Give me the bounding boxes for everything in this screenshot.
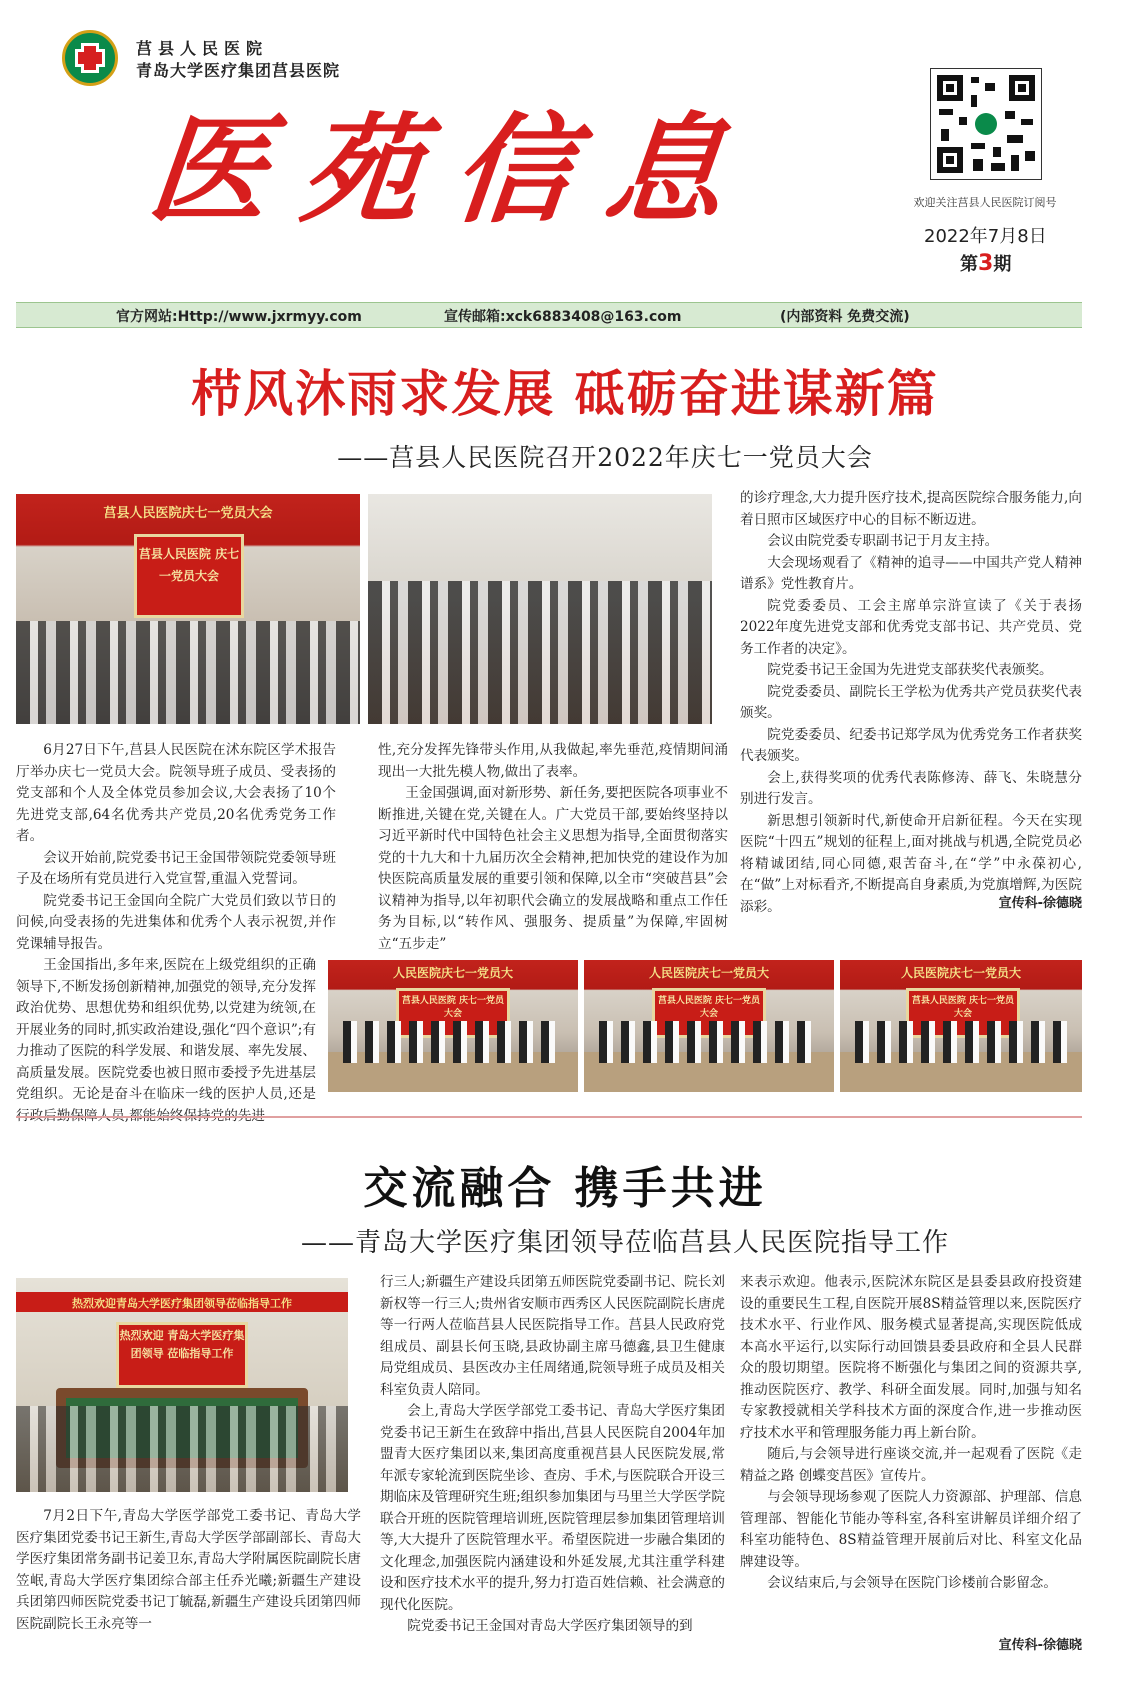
info-bar	[16, 302, 1082, 328]
article1-photo-award-1: 人民医院庆七一党员大 莒县人民医院 庆七一党员大会	[328, 960, 578, 1092]
article1-subtitle: ——莒县人民医院召开2022年庆七一党员大会	[337, 443, 873, 472]
qr-caption: 欢迎关注莒县人民医院订阅号	[913, 196, 1057, 209]
article2-title: 交流融合 携手共进	[363, 1163, 767, 1214]
article2-signature: 宣传科-徐德晓	[998, 1638, 1082, 1653]
article1-column-3: 的诊疗理念,大力提升医疗技术,提高医院综合服务能力,向着日照市区域医疗中心的目标不断迈进。 会议由院党委专职副书记于月友主持。 大会现场观看了《精神的追寻——中国共产党人精神谱系》党性教育片。 院党委委员、工会主席单宗浒宣读了《关于表扬2022年度先进党支部和优秀党支部书记、共产党员、党务工作者的决定》。 院党委书记王金国为先进党支部获奖代表颁奖。 院党委委员、副院长王学松为优秀共产党员获奖代表颁奖。 院党委委员、纪委书记郑学凤为优秀党务工作者获奖代表颁奖。 会上,获得奖项的优秀代表陈修涛、薛飞、朱晓慧分别进行发言。 新思想引领新时代,新使命开启新征程。今天在实现医院“十四五”规划的征程上,面对挑战与机遇,全院党员必将精诚团结,同心同德,艰苦奋斗,在“学”中永葆初心,在“做”上对标看齐,不断提高自身素质,为党旗增辉,为医院添彩。	[740, 490, 1082, 915]
section-divider	[16, 1116, 1082, 1118]
article1-title: 栉风沐雨求发展 砥砺奋进谋新篇	[191, 365, 939, 423]
hospital-logo-icon	[62, 30, 118, 86]
qr-code-icon	[930, 68, 1042, 180]
article1-photo-award-2: 人民医院庆七一党员大 莒县人民医院 庆七一党员大会	[584, 960, 834, 1092]
article1-photo-award-3: 人民医院庆七一党员大 莒县人民医院 庆七一党员大会	[840, 960, 1082, 1092]
issue-number: 第3期	[960, 251, 1012, 276]
article1-photo-hall: 莒县人民医院庆七一党员大会 莒县人民医院 庆七一党员大会	[16, 494, 360, 724]
article1-photo-oath	[368, 494, 712, 724]
article2-column-2: 行三人;新疆生产建设兵团第五师医院党委副书记、院长刘新权等一行三人;贵州省安顺市西秀区人民医院副院长唐虎等一行两人莅临莒县人民医院指导工作。莒县人民政府党组成员、副县长何玉晓,县政协副主席马德鑫,县卫生健康局党组成员、县医改办主任周绪通,院领导班子成员及相关科室负责人陪同。 会上,青岛大学医学部党工委书记、青岛大学医疗集团党委书记王新生在致辞中指出,莒县人民医院自2004年加盟青大医疗集团以来,集团高度重视莒县人民医院发展,常年派专家轮流到医院坐诊、查房、手术,与医院联合开设三期临床及管理研究生班;组织参加集团与马里兰大学医学院联合开班的医院管理培训班,医院管理层参加集团管理培训等,大大提升了医院管理水平。希望医院进一步融合集团的文化理念,加强医院内涵建设和外延发展,尤其注重学科建设和医疗技术水平的提升,努力打造百姓信赖、社会满意的现代化医院。 院党委书记王金国对青岛大学医疗集团领导的到	[380, 1274, 725, 1634]
article2-column-3: 来表示欢迎。他表示,医院沭东院区是县委县政府投资建设的重要民生工程,自医院开展8S精益管理以来,医院医疗技术水平、行业作风、服务模式显著提高,实现医院低成本高水平运行,以实际行动回馈县委县政府和全县人民群众的殷切期望。医院将不断强化与集团之间的资源共享,推动医院医疗、教学、科研全面发展。同时,加强与知名专家教授就相关学科技术方面的深度合作,进一步推动医疗技术水平和管理服务能力再上新台阶。 随后,与会领导进行座谈交流,并一起观看了医院《走精益之路 创蝶变莒医》宣传片。 与会领导现场参观了医院人力资源部、护理部、信息管理部、智能化节能办等科室,各科室讲解员详细介绍了科室功能特色、8S精益管理开展前后对比、科室文化品牌建设等。 会议结束后,与会领导在医院门诊楼前合影留念。	[740, 1274, 1082, 1591]
article2-photo-meeting: 热烈欢迎青岛大学医疗集团领导莅临指导工作 热烈欢迎 青岛大学医疗集团领导 莅临指导工作	[16, 1278, 348, 1492]
hospital-alt-name: 青岛大学医疗集团莒县医院	[136, 61, 341, 80]
article2-column-1: 7月2日下午,青岛大学医学部党工委书记、青岛大学医疗集团党委书记王新生,青岛大学医学部副部长、青岛大学医疗集团常务副书记姜卫东,青岛大学附属医院副院长唐笠岷,青岛大学医疗集团综合部主任乔光曦;新疆生产建设兵团第四师医院党委书记丁毓磊,新疆生产建设兵团第四师医院副院长王永亮等一	[16, 1508, 361, 1632]
website-link[interactable]: 官方网站:Http://www.jxrmyy.com	[116, 309, 362, 325]
masthead-title: 医苑信息	[142, 100, 766, 239]
article1-signature: 宣传科-徐德晓	[998, 896, 1082, 911]
article1-column-1: 6月27日下午,莒县人民医院在沭东院区学术报告厅举办庆七一党员大会。院领导班子成员、受表扬的党支部和个人及全体党员参加会议,大会表扬了10个先进党支部,64名优秀共产党员,20名优秀党务工作者。 会议开始前,院党委书记王金国带领院党委领导班子及在场所有党员进行入党宣誓,重温入党誓词。 院党委书记王金国向全院广大党员们致以节日的问候,向受表扬的先进集体和优秀个人表示祝贺,并作党课辅导报告。 王金国指出,多年来,医院在上级党组织的正确领导下,不断发扬创新精神,加强党的领导,充分发挥政治优势、思想优势和组织优势,以党建为统领,在开展业务的同时,抓实政治建设,强化“四个意识”;有力推动了医院的科学发展、和谐发展、率先发展、高质量发展。医院党委也被日照市委授予先进基层党组织。无论是奋斗在临床一线的医护人员,还是	[16, 742, 336, 1102]
article2-subtitle: ——青岛大学医疗集团领导莅临莒县人民医院指导工作	[300, 1228, 949, 1258]
email-link[interactable]: 宣传邮箱:xck6883408@163.com	[444, 309, 682, 325]
issue-date: 2022年7月8日	[924, 226, 1047, 247]
internal-note: (内部资料 免费交流)	[780, 309, 910, 325]
hospital-name: 莒县人民医院	[136, 39, 269, 58]
article1-column-2: 性,充分发挥先锋带头作用,从我做起,率先垂范,疫情期间涌现出一大批先模人物,做出了表率。 王金国强调,面对新形势、新任务,要把医院各项事业不断推进,关键在党,关键在人。广大党员干部,要始终坚持以习近平新时代中国特色社会主义思想为指导,全面贯彻落实党的十九大和十九届历次全会精神,把加快党的建设作为加快医院高质量发展的重要引领和保障,以全市“突破莒县”会议精神为指导,以年初职代会确立的发展战略和重点工作任务为目标,以“转作风、强服务、提质量”为保障,牢固树立“五步走”	[378, 742, 728, 952]
